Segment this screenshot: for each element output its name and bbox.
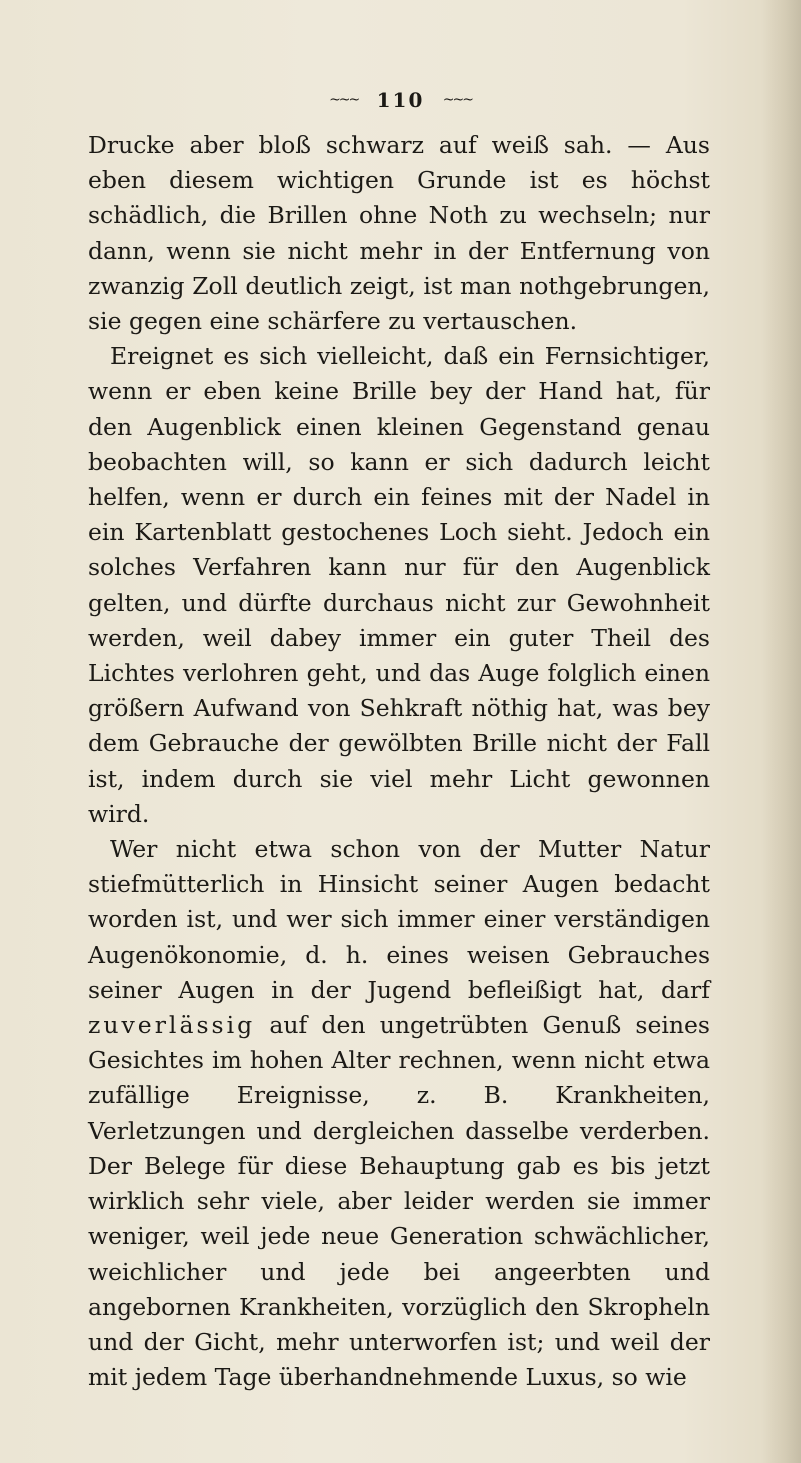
header-ornament-left: ~~~ xyxy=(329,91,359,108)
paragraph-2: Ereignet es sich vielleicht, daß ein Fernsichtiger, wenn er eben keine Brille bey der Hand hat, für den Augenblick einen kleinen Gegenstand genau beobachten will, so kann er sich dadurch leicht helfen, wenn er durch ein feines mit der Nadel in ein Kartenblatt gestochenes Loch sieht. Jedoch ein solches Verfahren kann nur für den Augenblick gelten, und dürfte durchaus nicht zur Gewohnheit werden, weil dabey immer ein guter Theil des Lichtes verlohren geht, und das Auge folglich einen größern Aufwand von Sehkraft nöthig hat, was bey dem Gebrauche der gewölbten Brille nicht der Fall ist, indem durch sie viel mehr Licht gewonnen wird. xyxy=(88,342,710,828)
body-text xyxy=(88,128,710,1395)
header-ornament-right: ~~~ xyxy=(442,91,472,108)
paragraph-3-part-1: Wer nicht etwa schon von der Mutter Natur stiefmütterlich in Hinsicht seiner Augen bedacht worden ist, und wer sich immer einer verständigen Augenökonomie, d. h. eines weisen Gebrauches seiner Augen in der Jugend befleißigt hat, darf xyxy=(88,835,710,1004)
page-edge-shadow xyxy=(761,0,801,1463)
paragraph-1: Drucke aber bloß schwarz auf weiß sah. — Aus eben diesem wichtigen Grunde ist es höchst schädlich, die Brillen ohne Noth zu wechseln; nur dann, wenn sie nicht mehr in der Entfernung von zwanzig Zoll deutlich zeigt, ist man nothgebrungen, sie gegen eine schärfere zu vertauschen. xyxy=(88,131,710,336)
page-header xyxy=(0,86,801,112)
paragraph-3-part-2: auf den ungetrübten Genuß seines Gesichtes im hohen Alter rechnen, wenn nicht etwa zufällige Ereignisse, z. B. Krankheiten, Verletzungen und dergleichen dasselbe verderben. Der Belege für diese Behauptung gab es bis jetzt wirklich sehr viele, aber leider werden sie immer weniger, weil jede neue Generation schwächlicher, weichlicher und jede bei angeerbten und angebornen Krankheiten, vorzüglich den Skropheln und der Gicht, mehr unterworfen ist; und weil der mit jedem Tage überhandnehmende Luxus, so wie xyxy=(88,1011,710,1392)
paragraph-3 xyxy=(88,832,710,1395)
emphasis-zuverlaessig: zuverlässig xyxy=(88,1011,256,1040)
page-number: 110 xyxy=(376,87,425,112)
